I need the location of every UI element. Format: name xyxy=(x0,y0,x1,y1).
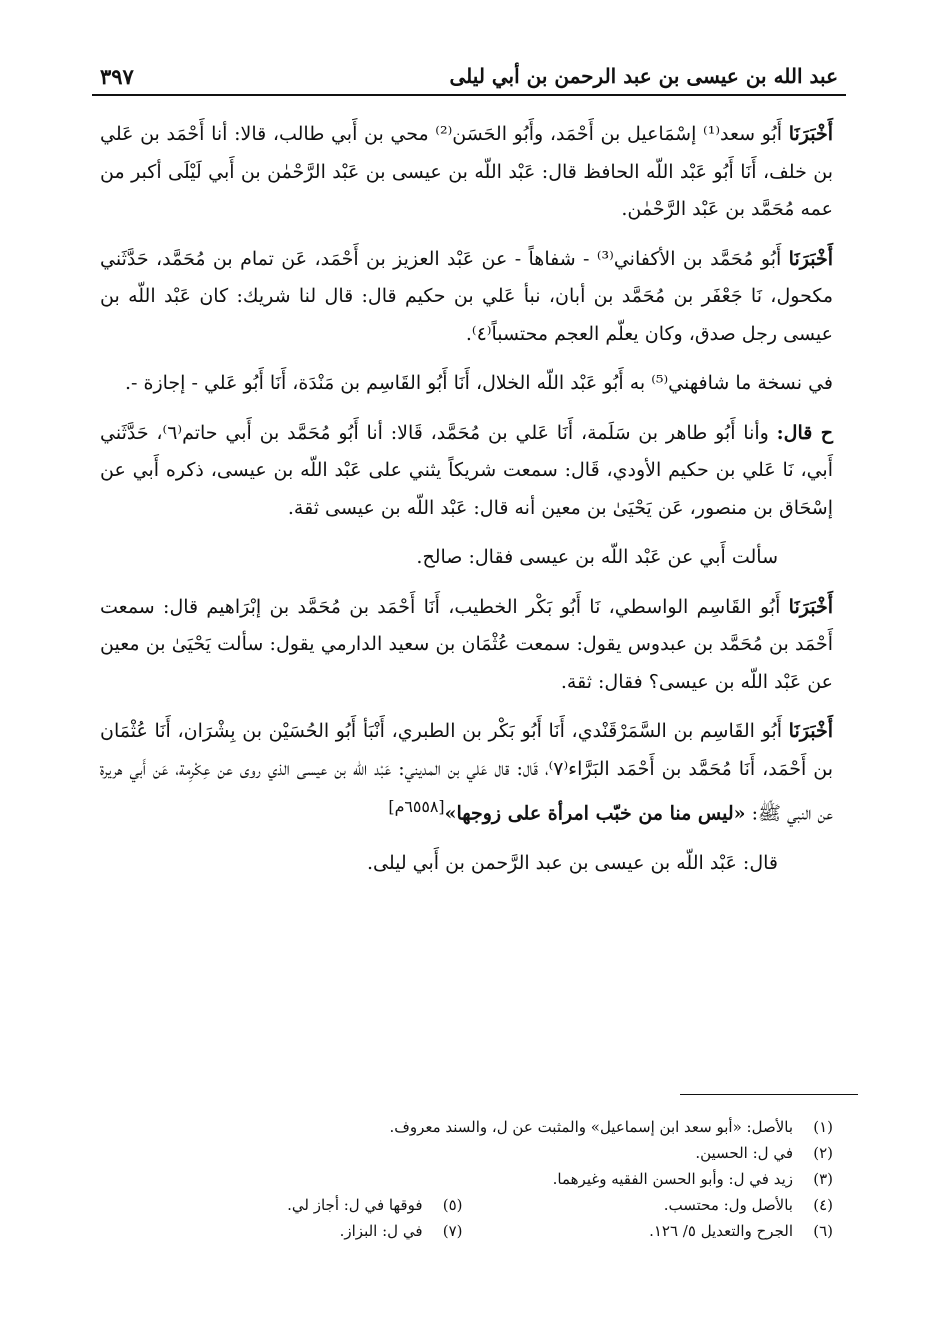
paragraph xyxy=(100,539,833,577)
paragraph-lead: أَخْبَرَنَا xyxy=(788,247,833,270)
footnote xyxy=(92,1218,463,1244)
hadith-reference: [٦٥٥٨م] xyxy=(388,797,445,816)
footnote xyxy=(463,1218,834,1244)
hadith-quote: «ليس منا من خبّب امرأة على زوجها» xyxy=(444,802,746,825)
paragraph-lead: أَخْبَرَنَا xyxy=(788,720,833,742)
paragraph xyxy=(100,415,833,528)
footnote xyxy=(92,1140,833,1166)
footnote xyxy=(92,1166,833,1192)
footnote-number: (٤) xyxy=(813,1196,833,1214)
footnote xyxy=(92,1192,463,1218)
paragraph-lead: ح قال: xyxy=(776,421,833,444)
footnote-row xyxy=(92,1192,833,1218)
paragraph-text: أَبُو القَاسِم الواسطي، نَا أَبُو بَكْر الخطيب، أَنَا أَحْمَد بن مُحَمَّد بن إبْرَاهيم قال: سمعت أَحْمَد بن مُحَمَّد بن عبدوس يقول: سمعت عُثْمَان بن سعيد الدارمي يقول: سألت يَحْيَىٰ بن معين عن عَبْد اللّه بن عيسى؟ فقال: ثقة. xyxy=(100,595,833,693)
footnote-text: الجرح والتعديل ٥/ ١٢٦. xyxy=(649,1222,793,1240)
paragraph-text: قال: عَبْد اللّه بن عيسى بن عبد الرَّحمن بن أَبي ليلى. xyxy=(366,851,778,874)
footnote-number: (٥) xyxy=(442,1196,463,1214)
footnote-text: فوقها في ل: أجاز لي. xyxy=(287,1196,423,1214)
paragraph xyxy=(100,845,833,883)
paragraph xyxy=(100,241,833,354)
paragraph-text: أَبُو مُحَمَّد بن الأكفاني⁽³⁾ - شفاهاً - عن عَبْد العزيز بن أَحْمَد، عَن تمام بن مُحَمَّد، حَدَّثَني مكحول، نَا جَعْفَر بن مُحَمَّد بن أبان، نبأ عَلي بن حكيم قال: قال لنا شريك: كان عَبْد اللّه بن عيسى رجل صدق، وكان يعلّم العجم محتسباً⁽٤⁾. xyxy=(100,247,833,345)
header-rule xyxy=(92,94,846,96)
footnotes xyxy=(92,1114,833,1244)
paragraph-lead: أَخْبَرَنَا xyxy=(788,123,834,145)
footnote-text: زيد في ل: وأبو الحسن الفقيه وغيرهما. xyxy=(552,1170,793,1188)
paragraph-text: أَبُو القَاسِم بن السَّمَرْقَنْدي، أَنَا أَبُو بَكْر بن الطبري، أَنْبَأ أَبُو الحُسَيْن بن بِشْرَان، أَنَا عُثْمَان بن أَحْمَد، أَنَا مُحَمَّد بن أَحْمَد البَرَّاء⁽٧⁾، قَال: قال عَلي بن المديني: عَبْد اللّه بن عيسى الذي روى عن عِكْرِمة، عَن أَبي هريرة عن النبي ﷺ: xyxy=(100,720,833,825)
main-text xyxy=(100,116,833,894)
paragraph-lead: أَخْبَرَنَا xyxy=(788,595,833,618)
running-title: عبد الله بن عيسى بن عبد الرحمن بن أبي ليلى xyxy=(449,64,838,88)
paragraph-text: أَبُو سعد⁽¹⁾ إسْمَاعيل بن أَحْمَد، وأَبُو الحَسَن⁽²⁾ محي بن أَبي طالب، قالا: أنا أَحْمَد بن عَلي بن خلف، أَنَا أَبُو عَبْد اللّه الحافظ قال: عَبْد اللّه بن عيسى بن عَبْد الرَّحْمٰن بن أَبي لَيْلَى أكبر من عمه مُحَمَّد بن عَبْد الرَّحْمٰن. xyxy=(100,123,833,220)
paragraph-text: وأنا أَبُو طاهر بن سَلَمة، أَنَا عَلي بن مُحَمَّد، قَالا: أنا أَبُو مُحَمَّد بن أَبي حاتم⁽٦⁾، حَدَّثَني أَبي، نَا عَلي بن حكيم الأودي، قَال: سمعت شريكاً يثني على عَبْد اللّه بن عيسى، ذكره أَبي عن إسْحَاق بن منصور، عَن يَحْيَىٰ بن معين أنه قال: عَبْد اللّه بن عيسى ثقة. xyxy=(100,421,833,519)
footnote xyxy=(463,1192,834,1218)
footnote-text: في ل: البزاز. xyxy=(339,1222,423,1240)
page-number: ٣٩٧ xyxy=(100,64,134,89)
footnote-text: بالأصل ول: محتسب. xyxy=(663,1196,793,1214)
paragraph xyxy=(100,116,833,229)
paragraph xyxy=(100,589,833,702)
paragraph xyxy=(100,713,833,833)
paragraph-text: سألت أَبي عن عَبْد اللّه بن عيسى فقال: صالح. xyxy=(416,546,778,568)
footnote-number: (٦) xyxy=(813,1222,833,1240)
footnote-number: (١) xyxy=(813,1118,833,1136)
footnote xyxy=(92,1114,833,1140)
footnote-row xyxy=(92,1218,833,1244)
paragraph xyxy=(100,365,833,403)
paragraph-text: في نسخة ما شافهني⁽⁵⁾ به أَبُو عَبْد اللّه الخلال، أَنَا أَبُو القَاسِم بن مَنْدَة، أَنَا أَبُو عَلي - إجازة -. xyxy=(125,372,833,394)
footnote-number: (٧) xyxy=(442,1222,463,1240)
page-header xyxy=(92,54,846,94)
footnote-text: في ل: الحسين. xyxy=(695,1144,793,1162)
footnote-text: بالأصل: «أبو سعد ابن إسماعيل» والمثبت عن ل، والسند معروف. xyxy=(389,1118,793,1136)
footnote-separator xyxy=(680,1094,858,1095)
footnote-number: (٢) xyxy=(813,1144,833,1162)
footnote-number: (٣) xyxy=(813,1170,833,1188)
